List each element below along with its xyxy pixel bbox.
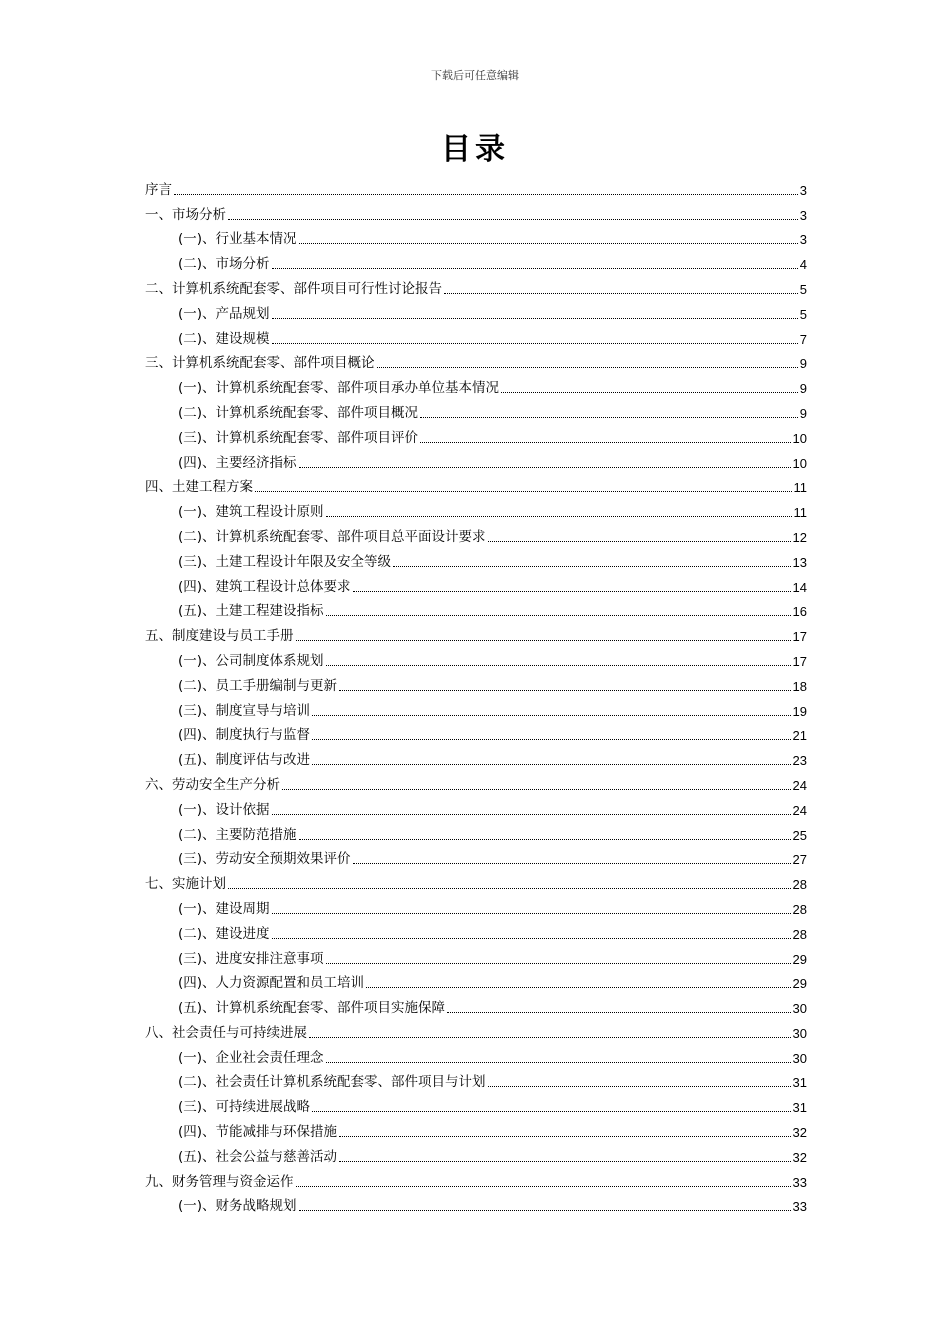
toc-dot-leader: [420, 417, 798, 418]
toc-entry-page-number: 21: [792, 728, 807, 744]
toc-dot-leader: [353, 591, 791, 592]
toc-entry-page-number: 16: [792, 604, 807, 620]
toc-dot-leader: [272, 268, 798, 269]
toc-entry-page-number: 10: [792, 455, 807, 471]
toc-entry[interactable]: [145, 472, 807, 497]
toc-entry-page-number: 25: [792, 827, 807, 843]
toc-entry-title: (一)、企业社会责任理念: [178, 1049, 324, 1066]
toc-dot-leader: [272, 938, 791, 939]
toc-entry[interactable]: [145, 819, 807, 844]
toc-entry-title: (一)、建筑工程设计原则: [178, 504, 324, 521]
toc-entry-title: (四)、制度执行与监督: [178, 727, 311, 744]
toc-entry[interactable]: [145, 1116, 807, 1141]
toc-entry-title: (二)、市场分析: [178, 256, 270, 273]
toc-entry-title: (二)、建设规模: [178, 330, 270, 347]
toc-entry-page-number: 33: [792, 1199, 807, 1215]
toc-entry[interactable]: [145, 992, 807, 1017]
toc-dot-leader: [339, 1161, 790, 1162]
toc-dot-leader: [272, 913, 791, 914]
toc-entry[interactable]: [145, 546, 807, 571]
toc-entry-title: (五)、计算机系统配套零、部件项目实施保障: [178, 1000, 446, 1017]
toc-entry-page-number: 17: [792, 629, 807, 645]
toc-entry-page-number: 27: [792, 852, 807, 868]
toc-entry[interactable]: [145, 496, 807, 521]
toc-entry[interactable]: [145, 397, 807, 422]
toc-entry[interactable]: [145, 1191, 807, 1216]
toc-entry-page-number: 31: [792, 1100, 807, 1116]
toc-entry-page-number: 12: [792, 529, 807, 545]
toc-dot-leader: [488, 541, 791, 542]
toc-entry-title: (五)、土建工程建设指标: [178, 603, 324, 620]
toc-dot-leader: [299, 839, 791, 840]
toc-entry-page-number: 30: [792, 1025, 807, 1041]
toc-entry-title: (四)、建筑工程设计总体要求: [178, 578, 351, 595]
toc-entry-title: (一)、财务战略规划: [178, 1198, 297, 1215]
toc-dot-leader: [272, 343, 798, 344]
toc-dot-leader: [377, 367, 798, 368]
toc-dot-leader: [282, 789, 791, 790]
toc-entry-page-number: 9: [799, 381, 807, 397]
toc-entry[interactable]: [145, 298, 807, 323]
toc-entry-title: (二)、员工手册编制与更新: [178, 677, 338, 694]
toc-dot-leader: [326, 963, 791, 964]
toc-entry-page-number: 18: [792, 678, 807, 694]
toc-entry-title: (一)、公司制度体系规划: [178, 652, 324, 669]
toc-entry-title: (三)、土建工程设计年限及安全等级: [178, 553, 392, 570]
toc-entry[interactable]: [145, 372, 807, 397]
toc-dot-leader: [296, 640, 791, 641]
toc-entry-title: 六、劳动安全生产分析: [145, 776, 280, 793]
toc-entry-title: (三)、劳动安全预期效果评价: [178, 851, 351, 868]
toc-dot-leader: [488, 1086, 791, 1087]
toc-entry[interactable]: [145, 447, 807, 472]
toc-entry-page-number: 30: [792, 1050, 807, 1066]
toc-dot-leader: [353, 863, 791, 864]
toc-entry[interactable]: [145, 670, 807, 695]
toc-entry[interactable]: [145, 720, 807, 745]
page-title: 目录: [441, 132, 509, 167]
toc-entry[interactable]: [145, 868, 807, 893]
toc-entry[interactable]: [145, 1166, 807, 1191]
toc-entry-page-number: 28: [792, 901, 807, 917]
toc-entry-page-number: 11: [793, 480, 807, 496]
toc-entry-title: 五、制度建设与员工手册: [145, 628, 294, 645]
toc-dot-leader: [174, 194, 798, 195]
toc-entry[interactable]: [145, 323, 807, 348]
toc-entry[interactable]: [145, 248, 807, 273]
toc-entry-title: (四)、节能减排与环保措施: [178, 1124, 338, 1141]
toc-dot-leader: [296, 1186, 791, 1187]
toc-dot-leader: [312, 715, 790, 716]
toc-entry[interactable]: [145, 769, 807, 794]
toc-entry-page-number: 13: [792, 554, 807, 570]
toc-entry-title: 三、计算机系统配套零、部件项目概论: [145, 355, 375, 372]
toc-dot-leader: [312, 1111, 790, 1112]
toc-entry-title: (二)、主要防范措施: [178, 826, 297, 843]
toc-entry-title: (二)、计算机系统配套零、部件项目总平面设计要求: [178, 528, 486, 545]
toc-entry[interactable]: [145, 224, 807, 249]
toc-entry[interactable]: [145, 893, 807, 918]
toc-dot-leader: [326, 615, 791, 616]
toc-dot-leader: [309, 1037, 791, 1038]
toc-entry-title: (三)、计算机系统配套零、部件项目评价: [178, 429, 419, 446]
toc-dot-leader: [326, 516, 792, 517]
toc-entry-page-number: 4: [799, 257, 807, 273]
toc-entry-page-number: 24: [792, 777, 807, 793]
toc-entry-title: 四、土建工程方案: [145, 479, 253, 496]
toc-entry[interactable]: [145, 521, 807, 546]
toc-entry-title: (五)、社会公益与慈善活动: [178, 1148, 338, 1165]
toc-entry-page-number: 3: [799, 207, 807, 223]
toc-entry-page-number: 3: [799, 182, 807, 198]
toc-entry-page-number: 32: [792, 1125, 807, 1141]
toc-entry-page-number: 9: [799, 356, 807, 372]
toc-dot-leader: [501, 392, 798, 393]
toc-entry-page-number: 7: [799, 331, 807, 347]
toc-entry-title: 七、实施计划: [145, 876, 226, 893]
toc-entry[interactable]: [145, 199, 807, 224]
toc-dot-leader: [228, 219, 798, 220]
toc-dot-leader: [272, 318, 798, 319]
toc-dot-leader: [299, 243, 798, 244]
toc-entry-title: (二)、建设进度: [178, 925, 270, 942]
toc-entry[interactable]: [145, 968, 807, 993]
toc-entry-page-number: 10: [792, 430, 807, 446]
toc-entry-title: (三)、可持续进展战略: [178, 1099, 311, 1116]
toc-dot-leader: [312, 739, 790, 740]
toc-entry[interactable]: [145, 1141, 807, 1166]
toc-entry-title: 九、财务管理与资金运作: [145, 1173, 294, 1190]
toc-entry-page-number: 28: [792, 926, 807, 942]
toc-entry[interactable]: [145, 744, 807, 769]
toc-entry[interactable]: [145, 1017, 807, 1042]
toc-entry-title: 二、计算机系统配套零、部件项目可行性讨论报告: [145, 280, 442, 297]
toc-entry-title: (二)、计算机系统配套零、部件项目概况: [178, 404, 419, 421]
toc-entry-title: (三)、进度安排注意事项: [178, 950, 324, 967]
toc-entry-page-number: 28: [792, 877, 807, 893]
toc-entry[interactable]: [145, 794, 807, 819]
toc-entry-page-number: 14: [792, 579, 807, 595]
toc-entry-title: (一)、产品规划: [178, 305, 270, 322]
toc-dot-leader: [339, 1136, 790, 1137]
toc-entry-page-number: 3: [799, 232, 807, 248]
toc-dot-leader: [447, 1012, 790, 1013]
toc-entry-page-number: 31: [792, 1075, 807, 1091]
toc-entry-page-number: 33: [792, 1174, 807, 1190]
toc-entry[interactable]: [145, 943, 807, 968]
toc-entry-title: (四)、主要经济指标: [178, 454, 297, 471]
toc-entry-page-number: 32: [792, 1149, 807, 1165]
toc-entry[interactable]: [145, 620, 807, 645]
toc-entry-title: (一)、行业基本情况: [178, 231, 297, 248]
toc-entry[interactable]: [145, 918, 807, 943]
toc-dot-leader: [228, 888, 791, 889]
toc-entry-page-number: 5: [799, 306, 807, 322]
toc-entry-page-number: 30: [792, 1001, 807, 1017]
toc-entry-page-number: 11: [793, 505, 807, 521]
toc-entry[interactable]: [145, 348, 807, 373]
toc-dot-leader: [393, 566, 790, 567]
toc-dot-leader: [326, 665, 791, 666]
toc-entry-title: (三)、制度宣导与培训: [178, 702, 311, 719]
toc-entry[interactable]: [145, 1042, 807, 1067]
toc-entry-title: 一、市场分析: [145, 206, 226, 223]
toc-dot-leader: [420, 442, 790, 443]
table-of-contents: [145, 174, 807, 1215]
toc-entry[interactable]: [145, 422, 807, 447]
toc-entry-title: 序言: [145, 181, 172, 198]
toc-entry-title: (二)、社会责任计算机系统配套零、部件项目与计划: [178, 1074, 486, 1091]
toc-entry-title: (五)、制度评估与改进: [178, 752, 311, 769]
toc-entry[interactable]: [145, 273, 807, 298]
toc-entry-page-number: 29: [792, 976, 807, 992]
toc-dot-leader: [299, 467, 791, 468]
toc-entry-page-number: 23: [792, 753, 807, 769]
toc-dot-leader: [339, 690, 790, 691]
toc-entry-page-number: 29: [792, 951, 807, 967]
toc-dot-leader: [312, 764, 790, 765]
toc-entry[interactable]: [145, 174, 807, 199]
toc-entry[interactable]: [145, 596, 807, 621]
toc-entry-title: (一)、设计依据: [178, 801, 270, 818]
toc-entry[interactable]: [145, 645, 807, 670]
toc-entry[interactable]: [145, 571, 807, 596]
toc-dot-leader: [366, 987, 790, 988]
toc-entry[interactable]: [145, 844, 807, 869]
toc-entry[interactable]: [145, 1091, 807, 1116]
toc-entry-page-number: 5: [799, 281, 807, 297]
header-note: 下载后可任意编辑: [431, 69, 519, 82]
toc-dot-leader: [299, 1210, 791, 1211]
toc-dot-leader: [272, 814, 791, 815]
toc-dot-leader: [444, 293, 798, 294]
toc-entry-page-number: 24: [792, 802, 807, 818]
toc-entry-page-number: 19: [792, 703, 807, 719]
toc-entry[interactable]: [145, 1067, 807, 1092]
toc-entry-title: 八、社会责任与可持续进展: [145, 1024, 307, 1041]
toc-entry-page-number: 9: [799, 405, 807, 421]
toc-entry-title: (四)、人力资源配置和员工培训: [178, 975, 365, 992]
toc-entry-title: (一)、计算机系统配套零、部件项目承办单位基本情况: [178, 380, 500, 397]
toc-dot-leader: [326, 1062, 791, 1063]
toc-entry[interactable]: [145, 695, 807, 720]
toc-dot-leader: [255, 491, 792, 492]
toc-entry-page-number: 17: [792, 653, 807, 669]
toc-entry-title: (一)、建设周期: [178, 900, 270, 917]
